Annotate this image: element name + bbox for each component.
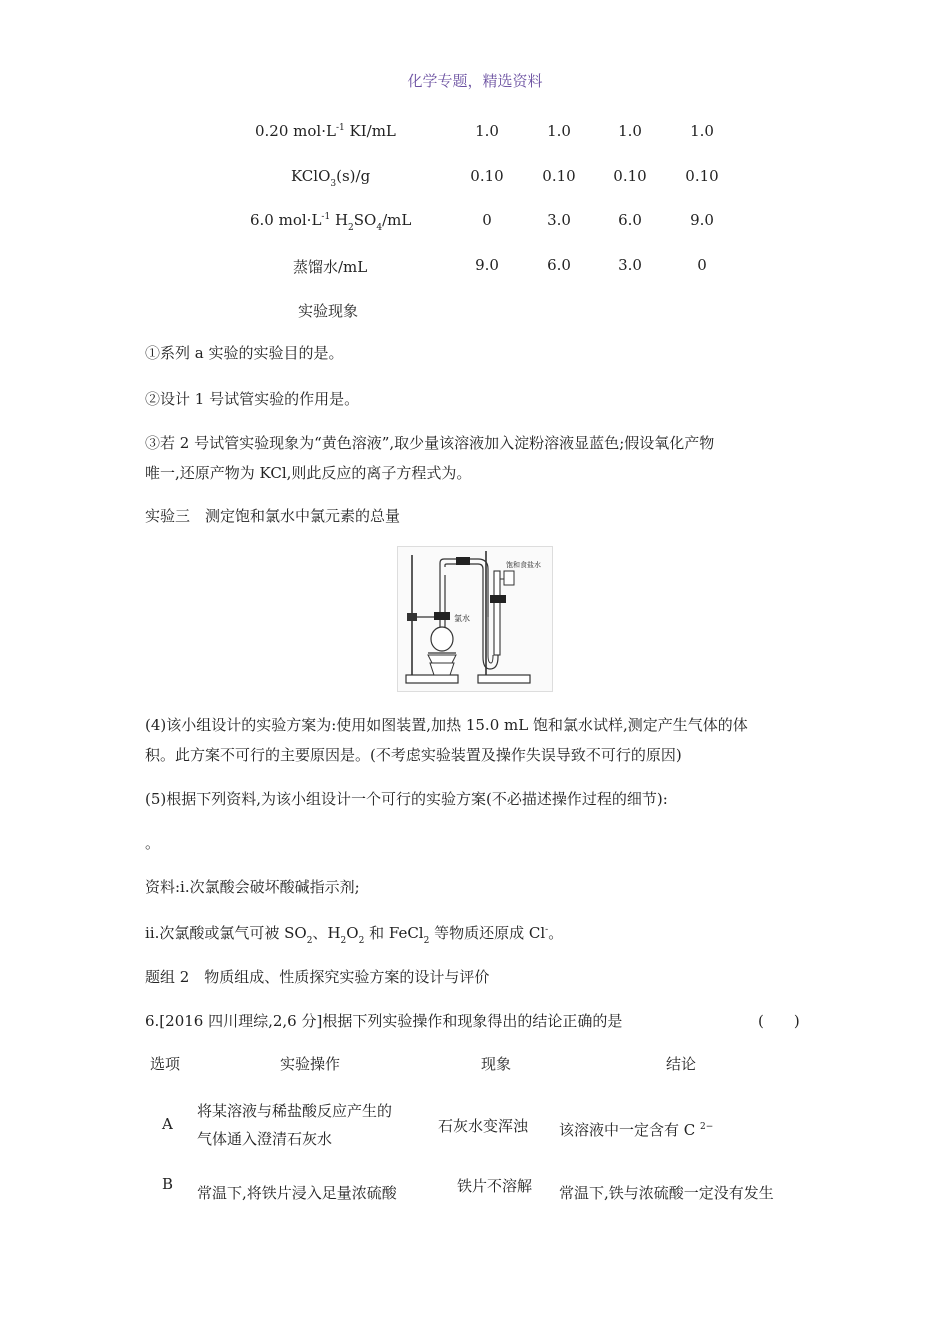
question-6: 6.[2016 四川理综,2,6 分]根据下列实验操作和现象得出的结论正确的是	[145, 1012, 623, 1030]
operation-line: 将某溶液与稀盐酸反应产生的	[197, 1102, 393, 1120]
table-cell: 1.0	[475, 122, 499, 140]
question-4-line-2: 积。此方案不可行的主要原因是。(不考虑实验装置及操作失误导致不可行的原因)	[145, 746, 682, 764]
column-header: 选项	[150, 1055, 181, 1073]
table-cell: 0.10	[685, 167, 719, 185]
row-label: 6.0 $mol\cdot L^{-1}$ $H_2SO_4/mL$	[250, 211, 412, 233]
table-cell: 0.10	[470, 167, 504, 185]
table-cell: 6.0	[618, 211, 642, 229]
table-cell: 9.0	[690, 211, 714, 229]
table-cell: 3.0	[618, 256, 642, 274]
question-2: ②设计 1 号试管实验的作用是。	[145, 390, 360, 408]
phenomenon: 铁片不溶解	[457, 1177, 533, 1195]
table-cell: 0	[482, 211, 492, 229]
column-header: 结论	[666, 1055, 697, 1073]
row-label: KClO$_3$(s)/g	[291, 167, 371, 189]
answer-parentheses: ( )	[758, 1012, 800, 1030]
question-4-line-1: (4)该小组设计的实验方案为:使用如图装置,加热 15.0 mL 饱和氯水试样,测定产生气体的体	[145, 716, 748, 734]
table-cell: 0.10	[613, 167, 647, 185]
question-5-answer-blank: 。	[145, 834, 161, 852]
table-cell: 1.0	[690, 122, 714, 140]
experiment-3-heading: 实验三 测定饱和氯水中氯元素的总量	[145, 507, 401, 525]
table-cell: 0	[697, 256, 707, 274]
row-label: 蒸馏水/mL	[293, 258, 368, 276]
question-3-line-2: 唯一,还原产物为 KCl,则此反应的离子方程式为。	[145, 464, 472, 482]
operation-line: 常温下,将铁片浸入足量浓硫酸	[197, 1184, 397, 1202]
phenomenon: 石灰水变浑浊	[438, 1117, 529, 1135]
operation-line: 气体通入澄清石灰水	[197, 1130, 333, 1148]
question-1: ①系列 a 实验的实验目的是。	[145, 344, 344, 362]
apparatus-figure	[397, 546, 553, 692]
table-cell: 0.10	[542, 167, 576, 185]
table-cell: 1.0	[618, 122, 642, 140]
option-label: B	[162, 1175, 174, 1193]
column-header: 现象	[481, 1055, 512, 1073]
conclusion: 常温下,铁与浓硫酸一定没有发生	[559, 1184, 774, 1202]
group-2-heading: 题组 2 物质组成、性质探究实验方案的设计与评价	[145, 968, 490, 986]
column-header: 实验操作	[280, 1055, 341, 1073]
question-5: (5)根据下列资料,为该小组设计一个可行的实验方案(不必描述操作过程的细节):	[145, 790, 668, 808]
reference-2: ⅱ.次氯酸或氯气可被 $SO_2$、$H_2O_2$ 和 FeCl$_2$ 等物质还原成 Cl-。	[145, 924, 564, 946]
option-label: A	[162, 1115, 173, 1133]
question-3-line-1: ③若 2 号试管实验现象为“黄色溶液”,取少量该溶液加入淀粉溶液显蓝色;假设氧化产物	[145, 434, 715, 452]
table-cell: 9.0	[475, 256, 499, 274]
table-cell: 3.0	[547, 211, 571, 229]
apparatus-diagram	[398, 547, 552, 691]
reference-1: 资料:ⅰ.次氯酸会破坏酸碱指示剂;	[145, 878, 360, 896]
page-header: 化学专题，精选资料	[407, 72, 543, 90]
label-chlorine-water: 氯水	[454, 614, 470, 623]
table-footer: 实验现象	[298, 302, 359, 320]
table-cell: 6.0	[547, 256, 571, 274]
conclusion: 该溶液中一定含有 C $^{2-}$	[559, 1121, 714, 1139]
table-cell: 1.0	[547, 122, 571, 140]
label-saturated-brine: 饱和食盐水	[506, 561, 541, 569]
row-label: 0.20 $mol\cdot L^{-1}$ KI/mL	[255, 122, 396, 140]
